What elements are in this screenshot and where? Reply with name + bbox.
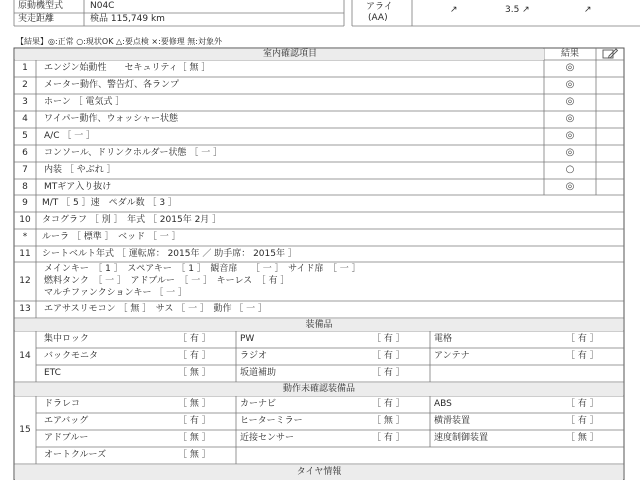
unchecked-item-name: ヒーターミラー: [240, 416, 303, 426]
unchecked-item-value: ［ 有 ］: [178, 416, 211, 426]
alignment-label: アライ: [366, 2, 393, 12]
unchecked-item-value: ［ 有 ］: [566, 416, 599, 426]
row-number: 8: [22, 182, 28, 192]
row-number: 12: [19, 276, 31, 286]
unchecked-item-value: ［ 無 ］: [566, 433, 599, 443]
interior-item-text: A/C ［ 一 ］: [44, 131, 96, 141]
unchecked-item-name: カーナビ: [240, 399, 277, 409]
row-number: 13: [19, 304, 31, 314]
key-row-line-2: 燃料タンク ［ 一 ］ アドブルー ［ 一 ］ キーレス ［ 有 ］: [44, 276, 290, 286]
result-mark: ◎: [565, 62, 575, 73]
row-number: 6: [22, 148, 28, 158]
result-column-header: 結果: [560, 49, 579, 59]
interior-item-text: コンソール、ドリンクホルダー状態 ［ 一 ］: [44, 148, 223, 158]
equipment-item-name: 電格: [434, 334, 453, 344]
air-suspension-row-text: エアサスリモコン ［ 無 ］ サス ［ 一 ］ 動作 ［ 一 ］: [44, 304, 268, 314]
row-number: 5: [22, 131, 28, 141]
result-mark: ◎: [565, 130, 575, 141]
equipment-item-name: 集中ロック: [44, 334, 89, 344]
row-number: 1: [22, 63, 28, 73]
result-mark: ◎: [565, 79, 575, 90]
interior-item-text: メーター動作、警告灯、各ランプ: [44, 80, 180, 90]
unchecked-item-name: 横滑装置: [434, 416, 471, 426]
alignment-sub-label: (AA): [368, 13, 388, 23]
unchecked-section-title: 動作未確認装備品: [282, 384, 355, 394]
interior-item-text: エンジン始動性 セキュリティ［ 無 ］: [44, 63, 211, 73]
row-number: 4: [22, 114, 28, 124]
row-number: 15: [19, 425, 31, 435]
alignment-mark-right: ↗: [584, 5, 592, 15]
roof-row-text: ルーラ ［ 標準 ］ ベッド ［ 一 ］: [42, 232, 181, 242]
alignment-mark-left: ↗: [450, 5, 458, 15]
interior-item-text: ホーン ［ 電気式 ］: [44, 97, 125, 107]
interior-section-title: 室内確認項目: [262, 49, 317, 59]
unchecked-item-value: ［ 無 ］: [178, 433, 211, 443]
equipment-item-name: アンテナ: [434, 351, 470, 361]
alignment-mark-center: 3.5 ↗: [505, 5, 530, 15]
equipment-item-name: PW: [240, 334, 255, 344]
equipment-item-value: ［ 有 ］: [372, 334, 405, 344]
model-label: 原動機型式: [18, 1, 64, 11]
unchecked-item-value: ［ 有 ］: [372, 433, 405, 443]
result-legend: 【結果】◎:正常 ○:現状OK △:要点検 ×:要修理 無:対象外: [16, 37, 223, 46]
equipment-item-value: ［ 無 ］: [178, 368, 211, 378]
seatbelt-row-text: シートベルト年式 ［ 運転席： 2015年 ／ 助手席： 2015年 ］: [42, 249, 297, 259]
equipment-item-value: ［ 有 ］: [372, 368, 405, 378]
row-number: 9: [22, 198, 28, 208]
distance-label: 実走距離: [18, 14, 55, 24]
equipment-item-value: ［ 有 ］: [566, 351, 599, 361]
edit-icon[interactable]: [601, 48, 619, 60]
result-mark: ◎: [565, 113, 575, 124]
interior-item-text: MTギア入り抜け: [44, 182, 112, 192]
unchecked-item-value: ［ 無 ］: [372, 416, 405, 426]
tire-section-title: タイヤ情報: [296, 467, 342, 477]
row-number: 7: [22, 165, 28, 175]
result-mark: ◎: [565, 96, 575, 107]
unchecked-item-name: ABS: [434, 399, 452, 409]
tachograph-row-text: タコグラフ ［ 別 ］ 年式 ［ 2015年 2月 ］: [42, 215, 222, 225]
equipment-section-title: 装備品: [305, 320, 333, 330]
result-mark: ◎: [565, 147, 575, 158]
unchecked-item-name: 速度制御装置: [434, 433, 489, 443]
row-number: 3: [22, 97, 28, 107]
unchecked-item-name: ドラレコ: [44, 399, 81, 409]
unchecked-item-value: ［ 有 ］: [372, 399, 405, 409]
transmission-row-text: M/T ［ 5 ］速 ペダル数 ［ 3 ］: [42, 198, 177, 208]
equipment-item-name: バックモニタ: [44, 351, 99, 361]
interior-item-text: 内装 ［ やぶれ ］: [44, 165, 116, 175]
equipment-item-value: ［ 有 ］: [178, 334, 211, 344]
key-row-line-3: マルチファンクションキー ［ 一 ］: [44, 288, 188, 298]
row-number: 2: [22, 80, 28, 90]
result-mark: ◎: [565, 181, 575, 192]
unchecked-item-value: ［ 無 ］: [178, 450, 211, 460]
distance-value: 検品 115,749 km: [90, 14, 165, 24]
equipment-item-name: 坂道補助: [240, 368, 277, 378]
unchecked-item-name: エアバッグ: [44, 416, 89, 426]
unchecked-item-name: アドブルー: [44, 433, 89, 443]
row-number: 11: [19, 249, 31, 259]
unchecked-item-value: ［ 有 ］: [566, 399, 599, 409]
result-mark: ○: [565, 164, 575, 175]
equipment-item-value: ［ 有 ］: [566, 334, 599, 344]
equipment-item-value: ［ 有 ］: [178, 351, 211, 361]
equipment-item-name: ETC: [44, 368, 61, 378]
row-number: *: [22, 232, 28, 242]
equipment-item-value: ［ 有 ］: [372, 351, 405, 361]
unchecked-item-value: ［ 無 ］: [178, 399, 211, 409]
model-value: N04C: [90, 1, 115, 11]
row-number: 10: [19, 215, 31, 225]
row-number: 14: [19, 351, 31, 361]
unchecked-item-name: オートクルーズ: [44, 450, 107, 460]
interior-item-text: ワイパー動作、ウォッシャー状態: [44, 114, 179, 124]
key-row-line-1: メインキー ［ 1 ］ スペアキー ［ 1 ］ 観音扉 ［ 一 ］ サイド扉 ［ 一 ］: [44, 264, 361, 274]
equipment-item-name: ラジオ: [240, 351, 268, 361]
unchecked-item-name: 近接センサー: [240, 433, 295, 443]
